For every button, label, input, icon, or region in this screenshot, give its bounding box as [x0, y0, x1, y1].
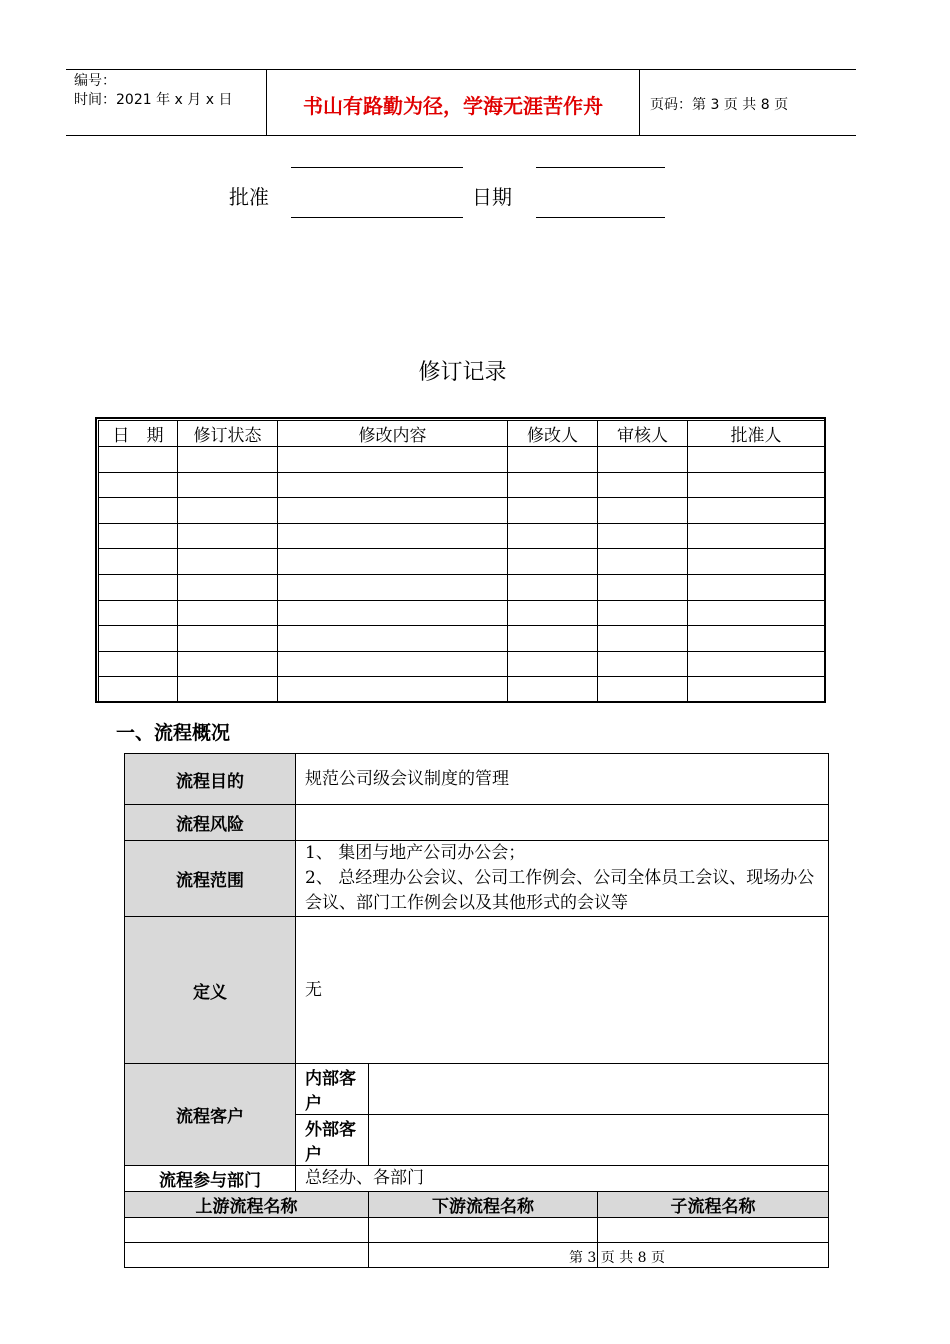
header-divider-right	[639, 69, 640, 136]
revision-cell	[688, 626, 825, 652]
related-process-cell	[369, 1218, 598, 1243]
header-meta	[74, 72, 232, 110]
revision-row	[99, 600, 825, 626]
revision-cell	[688, 600, 825, 626]
revision-cell	[178, 447, 278, 473]
revision-cell	[508, 574, 598, 600]
internal-customer-label: 内部客户	[296, 1064, 369, 1115]
revision-cell	[598, 472, 688, 498]
revision-cell	[688, 549, 825, 575]
revision-cell	[99, 574, 178, 600]
customer-label: 流程客户	[125, 1064, 296, 1166]
upstream-process-header: 上游流程名称	[125, 1192, 369, 1218]
revision-cell	[508, 549, 598, 575]
revision-cell	[178, 677, 278, 703]
internal-customer-row	[125, 1064, 829, 1115]
revision-cell	[598, 523, 688, 549]
signature-line-top-left	[291, 167, 463, 168]
revision-table	[98, 420, 825, 703]
related-process-cell	[598, 1218, 829, 1243]
external-customer-value	[369, 1115, 829, 1166]
approve-signature-line	[291, 217, 463, 218]
revision-cell	[278, 472, 508, 498]
definition-value: 无	[296, 917, 829, 1064]
revision-cell	[178, 600, 278, 626]
revision-cell	[688, 651, 825, 677]
revision-cell	[278, 574, 508, 600]
revision-cell	[178, 498, 278, 524]
revision-cell	[99, 677, 178, 703]
revision-row	[99, 447, 825, 473]
revision-cell	[598, 600, 688, 626]
header-divider-left	[266, 69, 267, 136]
revision-row	[99, 523, 825, 549]
revision-cell	[598, 651, 688, 677]
revision-cell	[598, 677, 688, 703]
downstream-process-header: 下游流程名称	[369, 1192, 598, 1218]
revision-cell	[178, 472, 278, 498]
internal-customer-value	[369, 1064, 829, 1115]
header-page-number: 页码：第 3 页 共 8 页	[650, 97, 789, 113]
revision-row	[99, 651, 825, 677]
revision-cell	[278, 523, 508, 549]
signature-line-top-right	[536, 167, 665, 168]
revision-cell	[178, 523, 278, 549]
header-bottom-rule	[66, 135, 856, 136]
related-process-header-row	[125, 1192, 829, 1218]
departments-value: 总经办、各部门	[296, 1166, 829, 1192]
revision-cell	[178, 574, 278, 600]
revision-cell	[278, 651, 508, 677]
scope-value	[296, 841, 829, 917]
revision-row	[99, 677, 825, 703]
revision-cell	[278, 549, 508, 575]
risk-label: 流程风险	[125, 805, 296, 841]
section-title: 一、流程概况	[116, 722, 231, 744]
revision-cell	[688, 523, 825, 549]
revision-cell	[99, 651, 178, 677]
revision-cell	[598, 447, 688, 473]
revision-cell	[688, 677, 825, 703]
date-label: 日期	[472, 185, 512, 209]
revision-col-approver: 批准人	[688, 421, 825, 447]
revision-row	[99, 549, 825, 575]
revision-cell	[178, 549, 278, 575]
revision-header-row	[99, 421, 825, 447]
revision-row	[99, 472, 825, 498]
revision-cell	[99, 472, 178, 498]
document-number-label: 编号：	[74, 73, 116, 89]
document-time-label: 时间：2021 年 x 月 x 日	[74, 92, 233, 108]
revision-col-content: 修改内容	[278, 421, 508, 447]
revision-cell	[508, 626, 598, 652]
revision-col-date: 日 期	[99, 421, 178, 447]
revision-cell	[99, 600, 178, 626]
header-top-rule	[66, 69, 856, 70]
revision-cell	[99, 498, 178, 524]
revision-cell	[598, 498, 688, 524]
purpose-label: 流程目的	[125, 754, 296, 805]
scope-item-2: 2、 总经理办公会议、公司工作例会、公司全体员工会议、现场办公会议、部门工作例会以及其他形式的会议等	[305, 868, 815, 913]
definition-label: 定义	[125, 917, 296, 1064]
date-signature-line	[536, 217, 665, 218]
related-process-row	[125, 1218, 829, 1243]
revision-cell	[99, 447, 178, 473]
revision-cell	[278, 498, 508, 524]
scope-row	[125, 841, 829, 917]
departments-row	[125, 1166, 829, 1192]
revision-cell	[99, 626, 178, 652]
page-footer: 第 3 页 共 8 页	[568, 1250, 666, 1266]
revision-cell	[508, 498, 598, 524]
subprocess-header: 子流程名称	[598, 1192, 829, 1218]
revision-cell	[508, 600, 598, 626]
revision-cell	[688, 574, 825, 600]
scope-label: 流程范围	[125, 841, 296, 917]
revision-cell	[688, 498, 825, 524]
revision-cell	[99, 549, 178, 575]
related-process-cell	[125, 1218, 369, 1243]
risk-value	[296, 805, 829, 841]
definition-row	[125, 917, 829, 1064]
revision-cell	[508, 447, 598, 473]
process-overview-table	[124, 753, 829, 1268]
revision-cell	[688, 447, 825, 473]
revision-cell	[278, 447, 508, 473]
revision-cell	[508, 651, 598, 677]
revision-cell	[508, 677, 598, 703]
revision-cell	[178, 651, 278, 677]
departments-label: 流程参与部门	[125, 1166, 296, 1192]
revision-cell	[178, 626, 278, 652]
revision-cell	[598, 626, 688, 652]
revision-col-modifier: 修改人	[508, 421, 598, 447]
revision-cell	[508, 523, 598, 549]
revision-col-status: 修订状态	[178, 421, 278, 447]
header-slogan: 书山有路勤为径，学海无涯苦作舟	[303, 94, 603, 118]
revision-cell	[598, 574, 688, 600]
revision-cell	[688, 472, 825, 498]
revision-row	[99, 498, 825, 524]
revision-title: 修订记录	[418, 360, 507, 385]
approve-label: 批准	[229, 185, 269, 209]
revision-cell	[278, 677, 508, 703]
revision-cell	[598, 549, 688, 575]
revision-cell	[278, 600, 508, 626]
revision-cell	[508, 472, 598, 498]
risk-row	[125, 805, 829, 841]
revision-cell	[278, 626, 508, 652]
revision-row	[99, 574, 825, 600]
revision-col-reviewer: 审核人	[598, 421, 688, 447]
purpose-row	[125, 754, 829, 805]
external-customer-label: 外部客户	[296, 1115, 369, 1166]
revision-cell	[99, 523, 178, 549]
revision-row	[99, 626, 825, 652]
purpose-value: 规范公司级会议制度的管理	[296, 754, 829, 805]
scope-item-1: 1、 集团与地产公司办公会；	[305, 843, 526, 863]
